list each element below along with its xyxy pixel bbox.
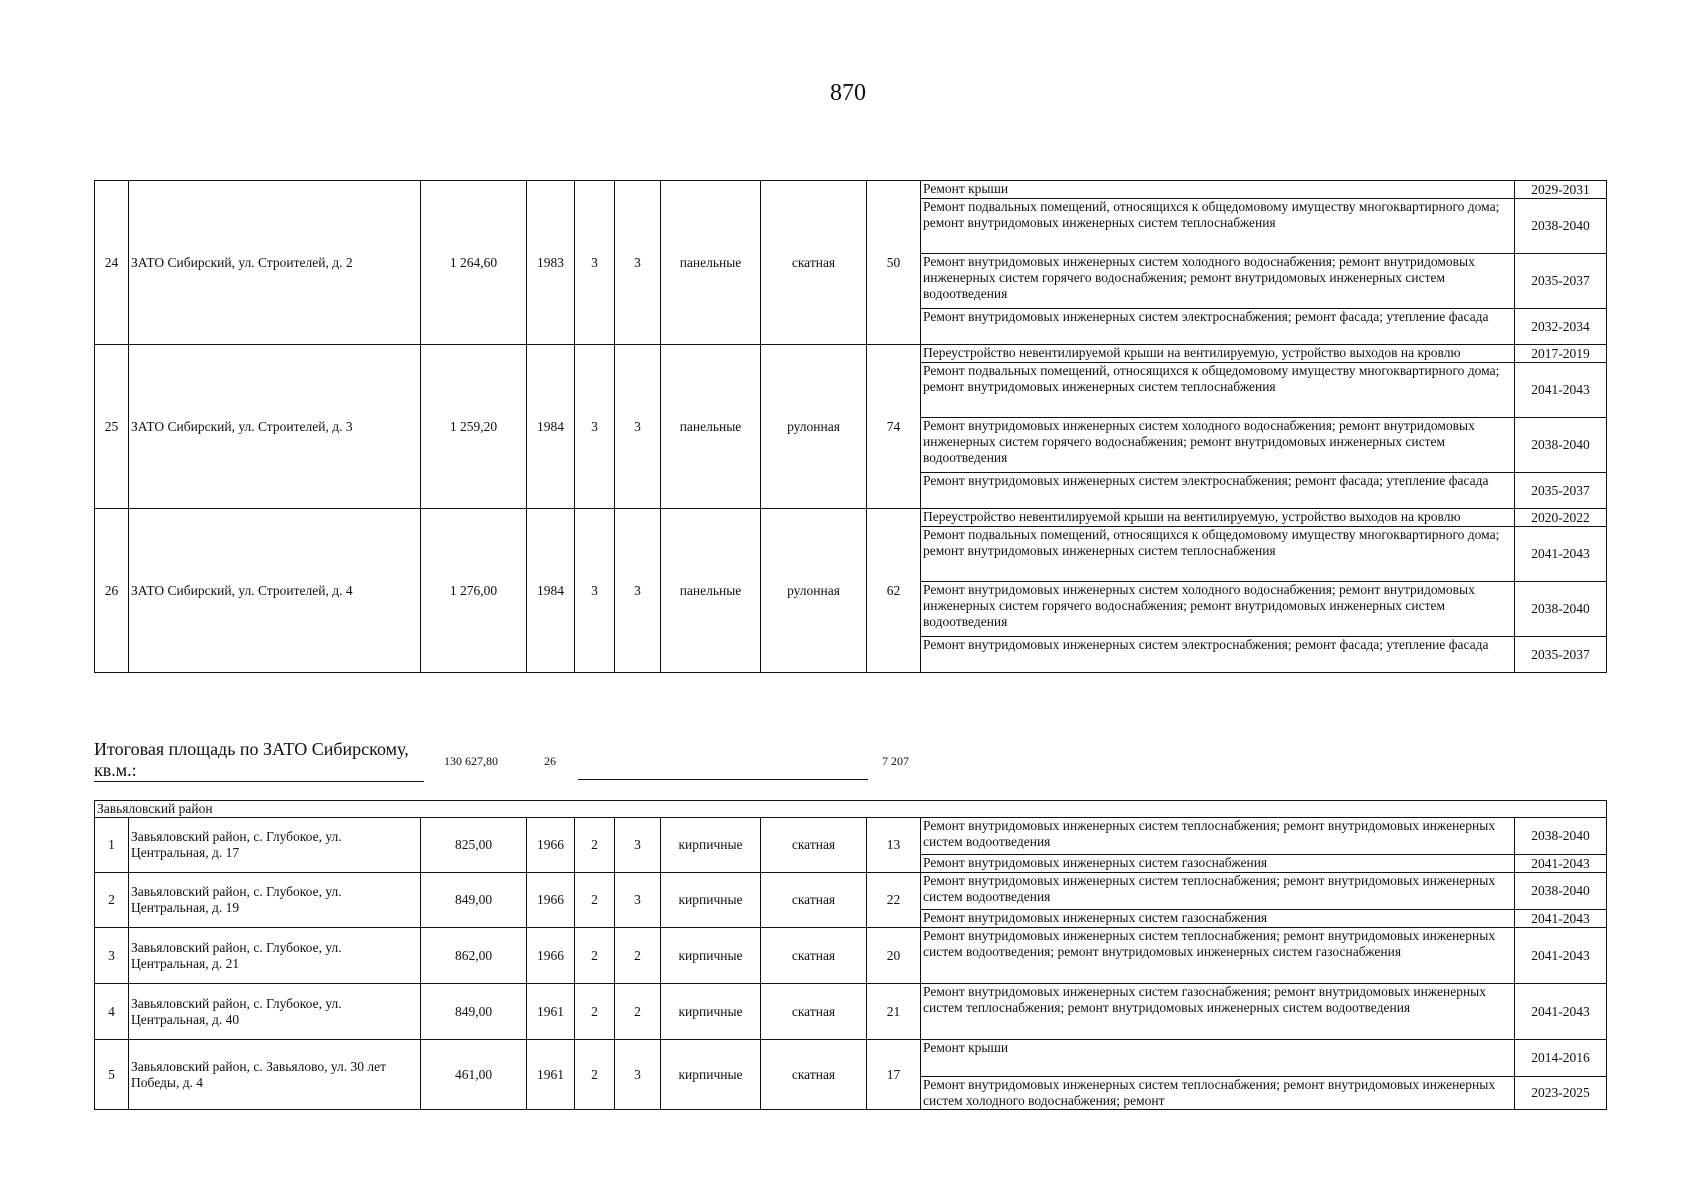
work-period: 2032-2034 [1515,309,1607,345]
house-area: 1 264,60 [421,181,527,345]
work-period: 2041-2043 [1515,855,1607,873]
house-area: 461,00 [421,1040,527,1110]
work-description: Ремонт внутридомовых инженерных систем холодного водоснабжения; ремонт внутридомовых инженерных систем горячего водоснабжения; ремонт внутридомовых инженерных систем водоотведения [921,418,1515,473]
house-number: 2 [95,873,129,928]
work-period: 2041-2043 [1515,984,1607,1040]
house-year: 1983 [527,181,575,345]
house-roof-type: скатная [761,928,867,984]
house-year: 1966 [527,873,575,928]
total-label: Итоговая площадь по ЗАТО Сибирскому, кв.м.: [94,739,424,782]
house-area: 1 259,20 [421,345,527,509]
house-area: 1 276,00 [421,509,527,673]
work-description: Ремонт подвальных помещений, относящихся к общедомовому имуществу многоквартирного дома; ремонт внутридомовых инженерных систем теплоснабжения [921,363,1515,418]
house-residents: 74 [867,345,921,509]
house-area: 849,00 [421,984,527,1040]
house-roof-type: скатная [761,818,867,873]
table-row [95,984,1607,1040]
work-period: 2041-2043 [1515,910,1607,928]
house-wall-material: панельные [661,345,761,509]
house-roof-type: рулонная [761,509,867,673]
work-description: Ремонт крыши [921,1040,1515,1077]
work-description: Ремонт внутридомовых инженерных систем теплоснабжения; ремонт внутридомовых инженерных систем водоотведения [921,818,1515,855]
work-description: Ремонт внутридомовых инженерных систем теплоснабжения; ремонт внутридомовых инженерных систем холодного водоснабжения; ремонт [921,1077,1515,1110]
house-roof-type: скатная [761,984,867,1040]
work-period: 2038-2040 [1515,418,1607,473]
zato-houses-table [94,180,1607,673]
house-wall-material: панельные [661,509,761,673]
house-floors: 3 [575,345,615,509]
house-entrances: 3 [615,509,661,673]
total-count: 26 [544,754,556,768]
work-description: Переустройство невентилируемой крыши на вентилируемую, устройство выходов на кровлю [921,509,1515,527]
district-header-row [95,801,1607,818]
house-entrances: 2 [615,928,661,984]
page-number: 870 [830,80,866,106]
house-residents: 62 [867,509,921,673]
work-description: Ремонт внутридомовых инженерных систем теплоснабжения; ремонт внутридомовых инженерных систем водоотведения; ремонт внутридомовых инженерных систем газоснабжения [921,928,1515,984]
house-entrances: 3 [615,873,661,928]
work-period: 2017-2019 [1515,345,1607,363]
house-wall-material: кирпичные [661,984,761,1040]
house-floors: 2 [575,1040,615,1110]
house-year: 1984 [527,509,575,673]
work-period: 2035-2037 [1515,637,1607,673]
house-entrances: 3 [615,818,661,873]
house-residents: 50 [867,181,921,345]
work-period: 2041-2043 [1515,928,1607,984]
house-area: 825,00 [421,818,527,873]
house-residents: 13 [867,818,921,873]
house-entrances: 3 [615,345,661,509]
work-description: Ремонт внутридомовых инженерных систем электроснабжения; ремонт фасада; утепление фасада [921,309,1515,345]
work-period: 2038-2040 [1515,818,1607,855]
house-residents: 20 [867,928,921,984]
work-description: Ремонт внутридомовых инженерных систем теплоснабжения; ремонт внутридомовых инженерных систем водоотведения [921,873,1515,910]
table-row [95,1040,1607,1077]
house-number: 26 [95,509,129,673]
house-number: 24 [95,181,129,345]
table-row [95,509,1607,527]
house-address: Завьяловский район, с. Глубокое, ул. Центральная, д. 21 [129,928,421,984]
house-wall-material: кирпичные [661,928,761,984]
house-address: ЗАТО Сибирский, ул. Строителей, д. 3 [129,345,421,509]
house-floors: 2 [575,984,615,1040]
house-year: 1966 [527,928,575,984]
house-year: 1961 [527,1040,575,1110]
work-description: Ремонт внутридомовых инженерных систем газоснабжения; ремонт внутридомовых инженерных систем теплоснабжения; ремонт внутридомовых инженерных систем водоотведения [921,984,1515,1040]
house-year: 1984 [527,345,575,509]
work-period: 2035-2037 [1515,473,1607,509]
house-address: ЗАТО Сибирский, ул. Строителей, д. 4 [129,509,421,673]
house-address: Завьяловский район, с. Глубокое, ул. Центральная, д. 40 [129,984,421,1040]
table-row [95,345,1607,363]
work-description: Ремонт подвальных помещений, относящихся к общедомовому имуществу многоквартирного дома; ремонт внутридомовых инженерных систем теплоснабжения [921,527,1515,582]
house-floors: 2 [575,818,615,873]
house-roof-type: скатная [761,181,867,345]
house-number: 1 [95,818,129,873]
house-address: Завьяловский район, с. Глубокое, ул. Центральная, д. 17 [129,818,421,873]
total-area: 130 627,80 [444,754,498,768]
house-floors: 3 [575,181,615,345]
house-number: 5 [95,1040,129,1110]
work-description: Переустройство невентилируемой крыши на вентилируемую, устройство выходов на кровлю [921,345,1515,363]
house-year: 1966 [527,818,575,873]
house-floors: 2 [575,928,615,984]
work-description: Ремонт внутридомовых инженерных систем холодного водоснабжения; ремонт внутридомовых инженерных систем горячего водоснабжения; ремонт внутридомовых инженерных систем водоотведения [921,254,1515,309]
work-period: 2041-2043 [1515,527,1607,582]
house-residents: 21 [867,984,921,1040]
work-period: 2038-2040 [1515,199,1607,254]
house-address: Завьяловский район, с. Глубокое, ул. Центральная, д. 19 [129,873,421,928]
total-residents: 7 207 [882,754,909,768]
total-underline [578,779,868,780]
work-description: Ремонт внутридомовых инженерных систем газоснабжения [921,910,1515,928]
table-row [95,181,1607,199]
table-row [95,873,1607,910]
work-description: Ремонт внутридомовых инженерных систем электроснабжения; ремонт фасада; утепление фасада [921,637,1515,673]
house-entrances: 3 [615,181,661,345]
table-row [95,928,1607,984]
house-roof-type: скатная [761,1040,867,1110]
house-number: 3 [95,928,129,984]
house-number: 25 [95,345,129,509]
work-period: 2029-2031 [1515,181,1607,199]
house-wall-material: панельные [661,181,761,345]
work-description: Ремонт крыши [921,181,1515,199]
work-period: 2041-2043 [1515,363,1607,418]
house-entrances: 3 [615,1040,661,1110]
house-wall-material: кирпичные [661,1040,761,1110]
house-roof-type: скатная [761,873,867,928]
work-period: 2035-2037 [1515,254,1607,309]
house-wall-material: кирпичные [661,873,761,928]
house-area: 862,00 [421,928,527,984]
work-description: Ремонт внутридомовых инженерных систем газоснабжения [921,855,1515,873]
house-address: Завьяловский район, с. Завьялово, ул. 30 лет Победы, д. 4 [129,1040,421,1110]
house-entrances: 2 [615,984,661,1040]
table-row [95,818,1607,855]
district-name: Завьяловский район [95,801,1607,818]
house-year: 1961 [527,984,575,1040]
house-floors: 3 [575,509,615,673]
work-description: Ремонт подвальных помещений, относящихся к общедомовому имуществу многоквартирного дома; ремонт внутридомовых инженерных систем теплоснабжения [921,199,1515,254]
house-area: 849,00 [421,873,527,928]
house-address: ЗАТО Сибирский, ул. Строителей, д. 2 [129,181,421,345]
work-period: 2020-2022 [1515,509,1607,527]
work-description: Ремонт внутридомовых инженерных систем электроснабжения; ремонт фасада; утепление фасада [921,473,1515,509]
house-residents: 22 [867,873,921,928]
house-floors: 2 [575,873,615,928]
work-period: 2038-2040 [1515,873,1607,910]
total-row [94,739,1094,783]
work-period: 2014-2016 [1515,1040,1607,1077]
district-houses-table [94,800,1607,1110]
work-period: 2023-2025 [1515,1077,1607,1110]
house-wall-material: кирпичные [661,818,761,873]
house-roof-type: рулонная [761,345,867,509]
work-description: Ремонт внутридомовых инженерных систем холодного водоснабжения; ремонт внутридомовых инженерных систем горячего водоснабжения; ремонт внутридомовых инженерных систем водоотведения [921,582,1515,637]
house-number: 4 [95,984,129,1040]
work-period: 2038-2040 [1515,582,1607,637]
house-residents: 17 [867,1040,921,1110]
